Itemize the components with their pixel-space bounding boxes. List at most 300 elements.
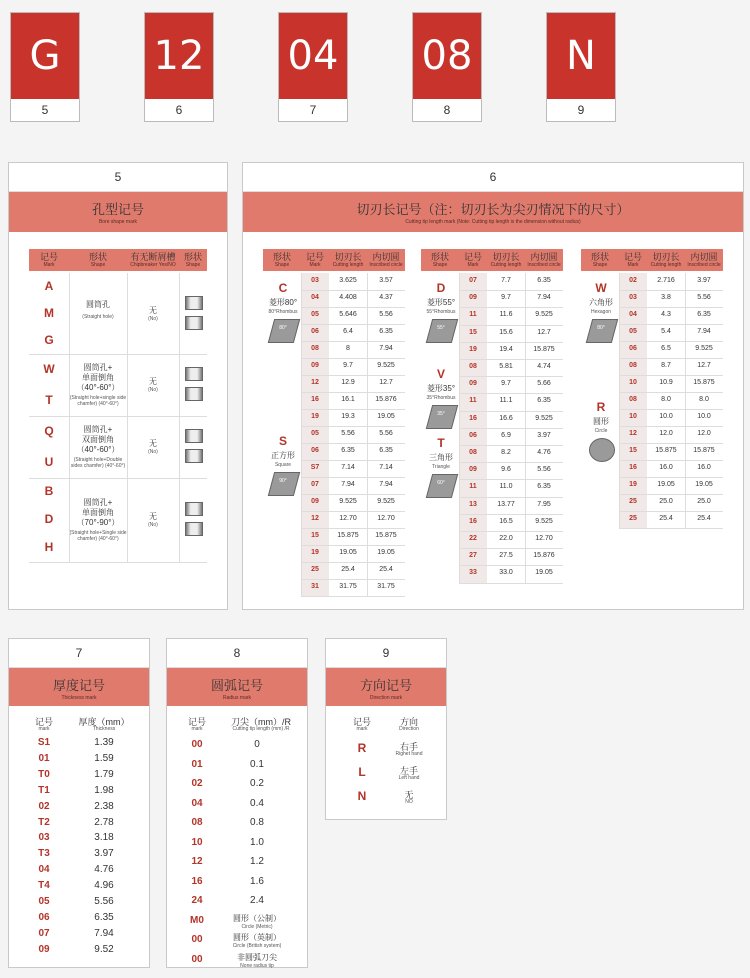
cutting-length: 3.625 — [339, 277, 357, 284]
size-mark: 19 — [469, 345, 477, 353]
radius-value: 0.1 — [250, 758, 264, 770]
shape-name: 菱形35° — [426, 384, 456, 393]
column-divider — [179, 416, 180, 478]
inscribed-circle: 5.56 — [379, 430, 393, 437]
column-divider — [69, 416, 70, 478]
panel-title-band — [9, 192, 227, 232]
insert-hole-icon — [185, 316, 203, 330]
header-cell: 厚度（mm） — [78, 717, 130, 727]
header-label: 记号 — [463, 252, 482, 262]
inscribed-circle: 6.35 — [379, 328, 393, 335]
column-divider — [127, 478, 128, 562]
size-mark: 25 — [311, 566, 319, 573]
header-cell — [29, 252, 69, 268]
bore-shape-table — [29, 249, 207, 579]
size-mark: 11 — [469, 397, 477, 405]
insert-hole-icon — [185, 429, 203, 443]
row-divider — [301, 443, 405, 444]
shape-name-en: 55°Rhombus — [426, 309, 456, 315]
inscribed-circle: 25.4 — [379, 566, 393, 573]
thickness-mark: 09 — [38, 943, 50, 955]
row-divider — [619, 460, 723, 461]
row-divider — [301, 477, 405, 478]
row-divider — [301, 596, 405, 597]
size-mark: 12 — [311, 515, 319, 522]
cutting-length: 11.6 — [499, 311, 513, 319]
code-number: 8 — [443, 103, 451, 117]
header-label: 切刃长 — [334, 252, 362, 262]
column-divider — [127, 273, 128, 354]
cutting-length: 10.0 — [659, 413, 673, 420]
size-mark: S7 — [310, 464, 320, 471]
row-divider — [301, 562, 405, 563]
inscribed-circle: 25.0 — [697, 498, 711, 505]
radius-mark: 00 — [191, 739, 203, 750]
header-cell-en: mark — [191, 726, 203, 732]
size-mark: 06 — [311, 447, 319, 454]
code-box — [546, 12, 616, 122]
size-mark: 22 — [469, 535, 477, 542]
inscribed-circle: 5.56 — [379, 311, 393, 318]
header-label: 内切圆 — [530, 252, 558, 262]
column-divider — [69, 354, 70, 416]
chipbreaker-value: 无 — [149, 512, 157, 521]
insert-shape-icon — [268, 319, 300, 343]
insert-hole-icon — [185, 502, 203, 516]
shape-name: 圆形 — [593, 417, 609, 426]
cutting-length: 3.8 — [661, 294, 671, 301]
angle-label: 60° — [437, 479, 445, 486]
inscribed-circle: 16.0 — [697, 464, 711, 471]
bore-shape-panel — [8, 162, 228, 610]
radius-mark: 24 — [191, 895, 203, 906]
row-divider — [619, 426, 723, 427]
header-cell — [619, 252, 647, 268]
header-label-en: Inscribed circle — [527, 262, 561, 268]
row-divider — [619, 375, 723, 376]
cutting-length: 11.0 — [499, 483, 513, 491]
panel-title-band — [167, 668, 307, 706]
radius-value: 1.2 — [250, 856, 264, 867]
header-label: 形状 — [272, 252, 291, 262]
row-divider — [459, 497, 563, 498]
cutting-length: 13.77 — [497, 500, 515, 508]
insert-hole-icon — [185, 449, 203, 463]
size-mark: 08 — [629, 362, 637, 369]
radius-panel — [166, 638, 308, 968]
direction-panel — [325, 638, 447, 820]
cutting-length: 8 — [346, 345, 350, 352]
cutting-length: 31.75 — [339, 583, 357, 590]
row-divider — [619, 341, 723, 342]
bore-description-en: (Straight hole+Double sides chamfer) (40°-60°) — [70, 457, 126, 469]
inscribed-circle: 15.875 — [375, 532, 397, 539]
thickness-mark: 04 — [38, 864, 50, 876]
code-box — [10, 12, 80, 122]
header-label-en: Mark — [43, 262, 55, 268]
radius-mark: 01 — [191, 758, 203, 770]
thickness-value: 4.76 — [94, 864, 114, 876]
thickness-value: 6.35 — [94, 911, 114, 923]
panel-number: 8 — [167, 639, 307, 668]
size-mark: 05 — [629, 328, 637, 335]
size-mark: 16 — [469, 517, 477, 525]
panel-subtitle: Cutting tip length mark (Note: Cutting tip length is the dimension without radius) — [405, 219, 581, 225]
size-mark: 06 — [469, 431, 477, 439]
row-divider — [459, 531, 563, 532]
column-divider — [69, 273, 70, 354]
inscribed-circle: 7.94 — [537, 294, 551, 302]
table-header — [29, 249, 207, 271]
panel-number: 7 — [9, 639, 149, 668]
panel-subtitle: Bore shape mark — [98, 219, 138, 225]
radius-mark: 08 — [191, 817, 203, 828]
thickness-table — [9, 711, 149, 961]
bore-mark: B — [44, 484, 54, 498]
bore-mark: H — [44, 540, 54, 554]
inscribed-circle: 9.525 — [695, 345, 713, 352]
panel-number: 6 — [243, 163, 743, 192]
shape-name-en: Circle — [594, 428, 608, 434]
thickness-mark: T1 — [38, 784, 50, 796]
insert-shape-icon — [589, 438, 615, 462]
row-divider — [301, 324, 405, 325]
thickness-value: 4.96 — [94, 880, 114, 892]
header-label-en: Shape — [274, 262, 290, 268]
panel-subtitle: Direction mark — [369, 695, 403, 701]
header-cell: 记号 — [34, 717, 53, 727]
header-label-en: Mark — [467, 262, 479, 268]
size-mark: 09 — [469, 294, 477, 302]
header-cell — [459, 252, 487, 268]
size-mark: 02 — [629, 277, 637, 284]
inscribed-circle: 15.875 — [693, 379, 715, 386]
angle-label: 80° — [597, 325, 605, 331]
direction-value-en: Righet hand — [395, 751, 423, 757]
thickness-value: 9.52 — [94, 943, 114, 955]
insert-shape-icon — [426, 405, 458, 429]
thickness-mark: T0 — [38, 768, 50, 780]
cutting-length: 11.1 — [499, 397, 513, 405]
cutting-length: 19.05 — [339, 549, 357, 556]
inscribed-circle: 7.14 — [379, 464, 393, 471]
row-divider — [301, 460, 405, 461]
chipbreaker-value: 无 — [149, 439, 157, 448]
header-cell: 记号 — [187, 717, 206, 727]
shape-letter: T — [437, 435, 445, 450]
chipbreaker-value-en: (No) — [148, 315, 158, 322]
radius-value: 1.0 — [250, 836, 264, 848]
panel-title: 孔型记号 — [91, 202, 144, 217]
header-label-en: Inscribed circle — [687, 262, 721, 268]
cutting-length: 15.875 — [655, 447, 677, 454]
shape-name: 正方形 — [271, 451, 295, 460]
header-cell — [685, 252, 723, 268]
table-header — [263, 249, 405, 271]
inscribed-circle: 6.35 — [537, 483, 551, 491]
thickness-mark: T2 — [38, 816, 50, 828]
row-divider — [301, 358, 405, 359]
thickness-value: 7.94 — [94, 927, 114, 939]
insert-hole-icon — [185, 387, 203, 401]
row-divider — [619, 290, 723, 291]
header-cell — [487, 252, 525, 268]
code-number: 5 — [41, 103, 49, 117]
cutting-length: 25.4 — [341, 566, 355, 573]
row-divider — [619, 409, 723, 410]
size-mark: 04 — [629, 311, 637, 318]
size-mark: 25 — [629, 498, 637, 505]
size-mark: 07 — [311, 481, 319, 488]
inscribed-circle: 7.95 — [537, 500, 551, 508]
row-divider — [459, 462, 563, 463]
row-divider — [459, 548, 563, 549]
size-mark: 10 — [629, 413, 637, 420]
row-divider — [459, 376, 563, 377]
panel-title: 方向记号 — [359, 678, 412, 693]
inscribed-circle: 3.97 — [697, 277, 711, 284]
direction-table — [326, 711, 446, 811]
row-divider — [619, 511, 723, 512]
shape-name: 菱形55° — [426, 298, 456, 307]
bore-description: 圆筒孔+ 单面倒角 （70°-90°） — [76, 498, 120, 527]
row-divider — [29, 562, 207, 563]
direction-mark: N — [357, 789, 367, 803]
row-divider — [301, 426, 405, 427]
shape-name: 三角形 — [429, 452, 453, 462]
header-cell — [367, 252, 405, 268]
row-divider — [301, 528, 405, 529]
inscribed-circle: 19.05 — [535, 569, 553, 577]
row-divider — [619, 307, 723, 308]
row-divider — [459, 514, 563, 515]
header-label: 形状 — [88, 252, 107, 262]
size-mark: 07 — [469, 277, 477, 284]
shape-name-en: Square — [274, 462, 292, 468]
bore-mark: W — [43, 361, 55, 376]
cutting-length: 7.94 — [341, 481, 355, 488]
shape-name: 六角形 — [589, 298, 613, 307]
row-divider — [29, 354, 207, 355]
size-mark: 12 — [311, 379, 319, 386]
header-label: 记号 — [39, 252, 58, 262]
radius-mark: 16 — [191, 875, 203, 887]
header-label-en: Shape — [432, 262, 448, 268]
shape-letter: D — [436, 281, 446, 295]
shape-name-en: 80°Rhombus — [268, 309, 298, 315]
inscribed-circle: 12.0 — [697, 430, 711, 437]
cutting-length: 19.05 — [657, 481, 675, 488]
insert-shape-icon — [586, 319, 618, 343]
code-letter: 12 — [145, 13, 213, 99]
inscribed-circle: 19.05 — [377, 549, 395, 556]
header-label-en: Chipbreaker Yes/NO — [130, 262, 176, 268]
thickness-mark: S1 — [37, 737, 51, 748]
insert-hole-icon — [185, 522, 203, 536]
header-label: 形状 — [590, 252, 609, 262]
code-box — [278, 12, 348, 122]
header-cell — [525, 252, 563, 268]
radius-value: 圆形（公制） — [233, 913, 281, 923]
inscribed-circle: 4.74 — [537, 363, 551, 370]
row-divider — [301, 545, 405, 546]
inscribed-circle: 6.35 — [537, 277, 551, 284]
direction-mark: R — [357, 741, 367, 755]
size-mark: 19 — [311, 413, 319, 420]
cutting-length: 15.875 — [337, 532, 359, 539]
size-mark: 09 — [311, 362, 319, 369]
size-mark: 12 — [629, 430, 637, 437]
angle-label: 55° — [437, 325, 445, 331]
direction-value: 右手 — [399, 742, 418, 752]
header-cell: 刀尖（mm）/R — [231, 717, 291, 727]
size-mark: 03 — [311, 277, 319, 284]
inscribed-circle: 25.4 — [697, 515, 711, 522]
inscribed-circle: 7.94 — [379, 481, 393, 488]
header-label: 内切圆 — [372, 252, 400, 262]
header-label: 内切圆 — [690, 252, 718, 262]
row-divider — [301, 409, 405, 410]
cutting-length: 9.7 — [501, 380, 511, 388]
insert-shape-icon — [426, 319, 458, 343]
cutting-length: 16.6 — [499, 414, 513, 422]
size-mark: 06 — [629, 345, 637, 352]
inscribed-circle: 7.94 — [379, 345, 393, 352]
column-divider — [179, 478, 180, 562]
radius-value: 0.2 — [250, 778, 264, 789]
code-letter: N — [547, 13, 615, 99]
panel-subtitle: Thickness mark — [61, 695, 97, 701]
inscribed-circle: 5.56 — [537, 466, 551, 474]
thickness-mark: 06 — [38, 911, 50, 923]
bore-mark: U — [44, 454, 54, 469]
header-label: 形状 — [430, 252, 449, 262]
thickness-value: 1.98 — [94, 784, 114, 796]
bore-mark: G — [44, 332, 54, 347]
code-number: 6 — [175, 103, 183, 117]
angle-label: 90° — [279, 478, 287, 484]
row-divider — [459, 479, 563, 480]
inscribed-circle: 19.05 — [377, 413, 395, 420]
cutting-length: 5.56 — [341, 430, 355, 437]
inscribed-circle: 12.7 — [697, 362, 711, 369]
size-mark: 05 — [311, 311, 319, 318]
cutting-length: 8.0 — [661, 396, 671, 403]
panel-title-band — [326, 668, 446, 706]
header-cell — [647, 252, 685, 268]
inscribed-circle: 12.70 — [377, 515, 395, 522]
table-header — [581, 249, 723, 271]
row-divider — [459, 290, 563, 291]
size-mark: 11 — [469, 311, 477, 319]
thickness-mark: 01 — [38, 752, 50, 764]
inscribed-circle: 31.75 — [377, 583, 395, 590]
panel-title: 圆弧记号 — [210, 678, 263, 693]
chipbreaker-value-en: (No) — [148, 387, 158, 393]
panel-number: 9 — [326, 639, 446, 668]
thickness-value: 2.78 — [94, 816, 114, 828]
cutting-length: 9.6 — [501, 466, 511, 474]
thickness-value: 1.59 — [94, 752, 114, 764]
shape-letter: R — [596, 400, 606, 414]
cutting-length: 4.408 — [339, 294, 357, 301]
cutting-length: 8.2 — [501, 449, 511, 456]
header-label-en: Mark — [627, 262, 639, 268]
bore-description: 圆筒孔 — [86, 299, 110, 309]
size-mark: 08 — [311, 345, 319, 352]
radius-value: 非圆弧刀尖 — [237, 952, 277, 962]
cutting-length: 6.5 — [661, 345, 671, 352]
size-mark: 27 — [469, 552, 477, 560]
row-divider — [619, 324, 723, 325]
row-divider — [301, 579, 405, 580]
size-mark: 09 — [469, 380, 477, 388]
shape-name-en: Triangle — [432, 463, 450, 470]
size-mark: 09 — [311, 498, 319, 505]
angle-label: 80° — [279, 325, 287, 331]
cutting-length: 12.9 — [341, 379, 355, 386]
thickness-mark: 05 — [38, 896, 50, 907]
inscribed-circle: 4.37 — [379, 294, 393, 301]
inscribed-circle: 15.876 — [375, 396, 397, 403]
radius-mark: 10 — [191, 836, 203, 848]
radius-mark: 00 — [191, 934, 203, 945]
header-label-en: Mark — [309, 262, 321, 268]
inscribed-circle: 15.875 — [533, 345, 555, 353]
size-mark: 13 — [469, 500, 477, 508]
radius-mark: 12 — [191, 856, 203, 867]
direction-value: 左手 — [399, 766, 418, 776]
inscribed-circle: 5.66 — [537, 380, 551, 388]
header-label-en: Shape — [185, 262, 201, 268]
thickness-mark: T4 — [38, 880, 50, 892]
inscribed-circle: 5.56 — [697, 294, 711, 301]
header-cell: 方向 — [399, 717, 418, 727]
size-mark: 11 — [469, 483, 477, 491]
insert-hole-icon — [185, 367, 203, 381]
cutting-length: 6.35 — [341, 447, 355, 454]
shape-letter: W — [595, 281, 607, 295]
header-label: 记号 — [305, 252, 324, 262]
row-divider — [301, 494, 405, 495]
radius-value-en: None radius tip — [240, 962, 274, 969]
cutting-length: 25.0 — [659, 498, 673, 505]
insert-hole-icon — [185, 296, 203, 310]
cutting-length: 19.3 — [341, 413, 355, 420]
shape-letter: V — [436, 367, 445, 381]
thickness-mark: T3 — [38, 848, 50, 860]
code-number: 7 — [309, 103, 317, 117]
size-mark: 16 — [629, 464, 637, 471]
cutting-length: 8.7 — [661, 362, 671, 369]
panel-title-band — [243, 192, 743, 232]
header-label-en: Shape — [592, 262, 608, 268]
radius-value: 0.4 — [250, 797, 264, 809]
cutting-length: 12.70 — [339, 515, 357, 522]
header-cell — [127, 252, 179, 268]
header-cell-en: mark — [38, 726, 50, 732]
direction-value-en: NO — [405, 799, 413, 805]
size-mark: 05 — [311, 430, 319, 437]
header-label-en: Shape — [90, 262, 106, 268]
inscribed-circle: 9.525 — [377, 362, 395, 369]
bore-mark: D — [44, 512, 54, 526]
header-label-en: Cutting length — [650, 262, 682, 268]
row-divider — [619, 392, 723, 393]
radius-value: 0 — [254, 739, 260, 750]
header-label-en: Cutting length — [490, 262, 522, 268]
size-mark: 33 — [469, 569, 477, 577]
